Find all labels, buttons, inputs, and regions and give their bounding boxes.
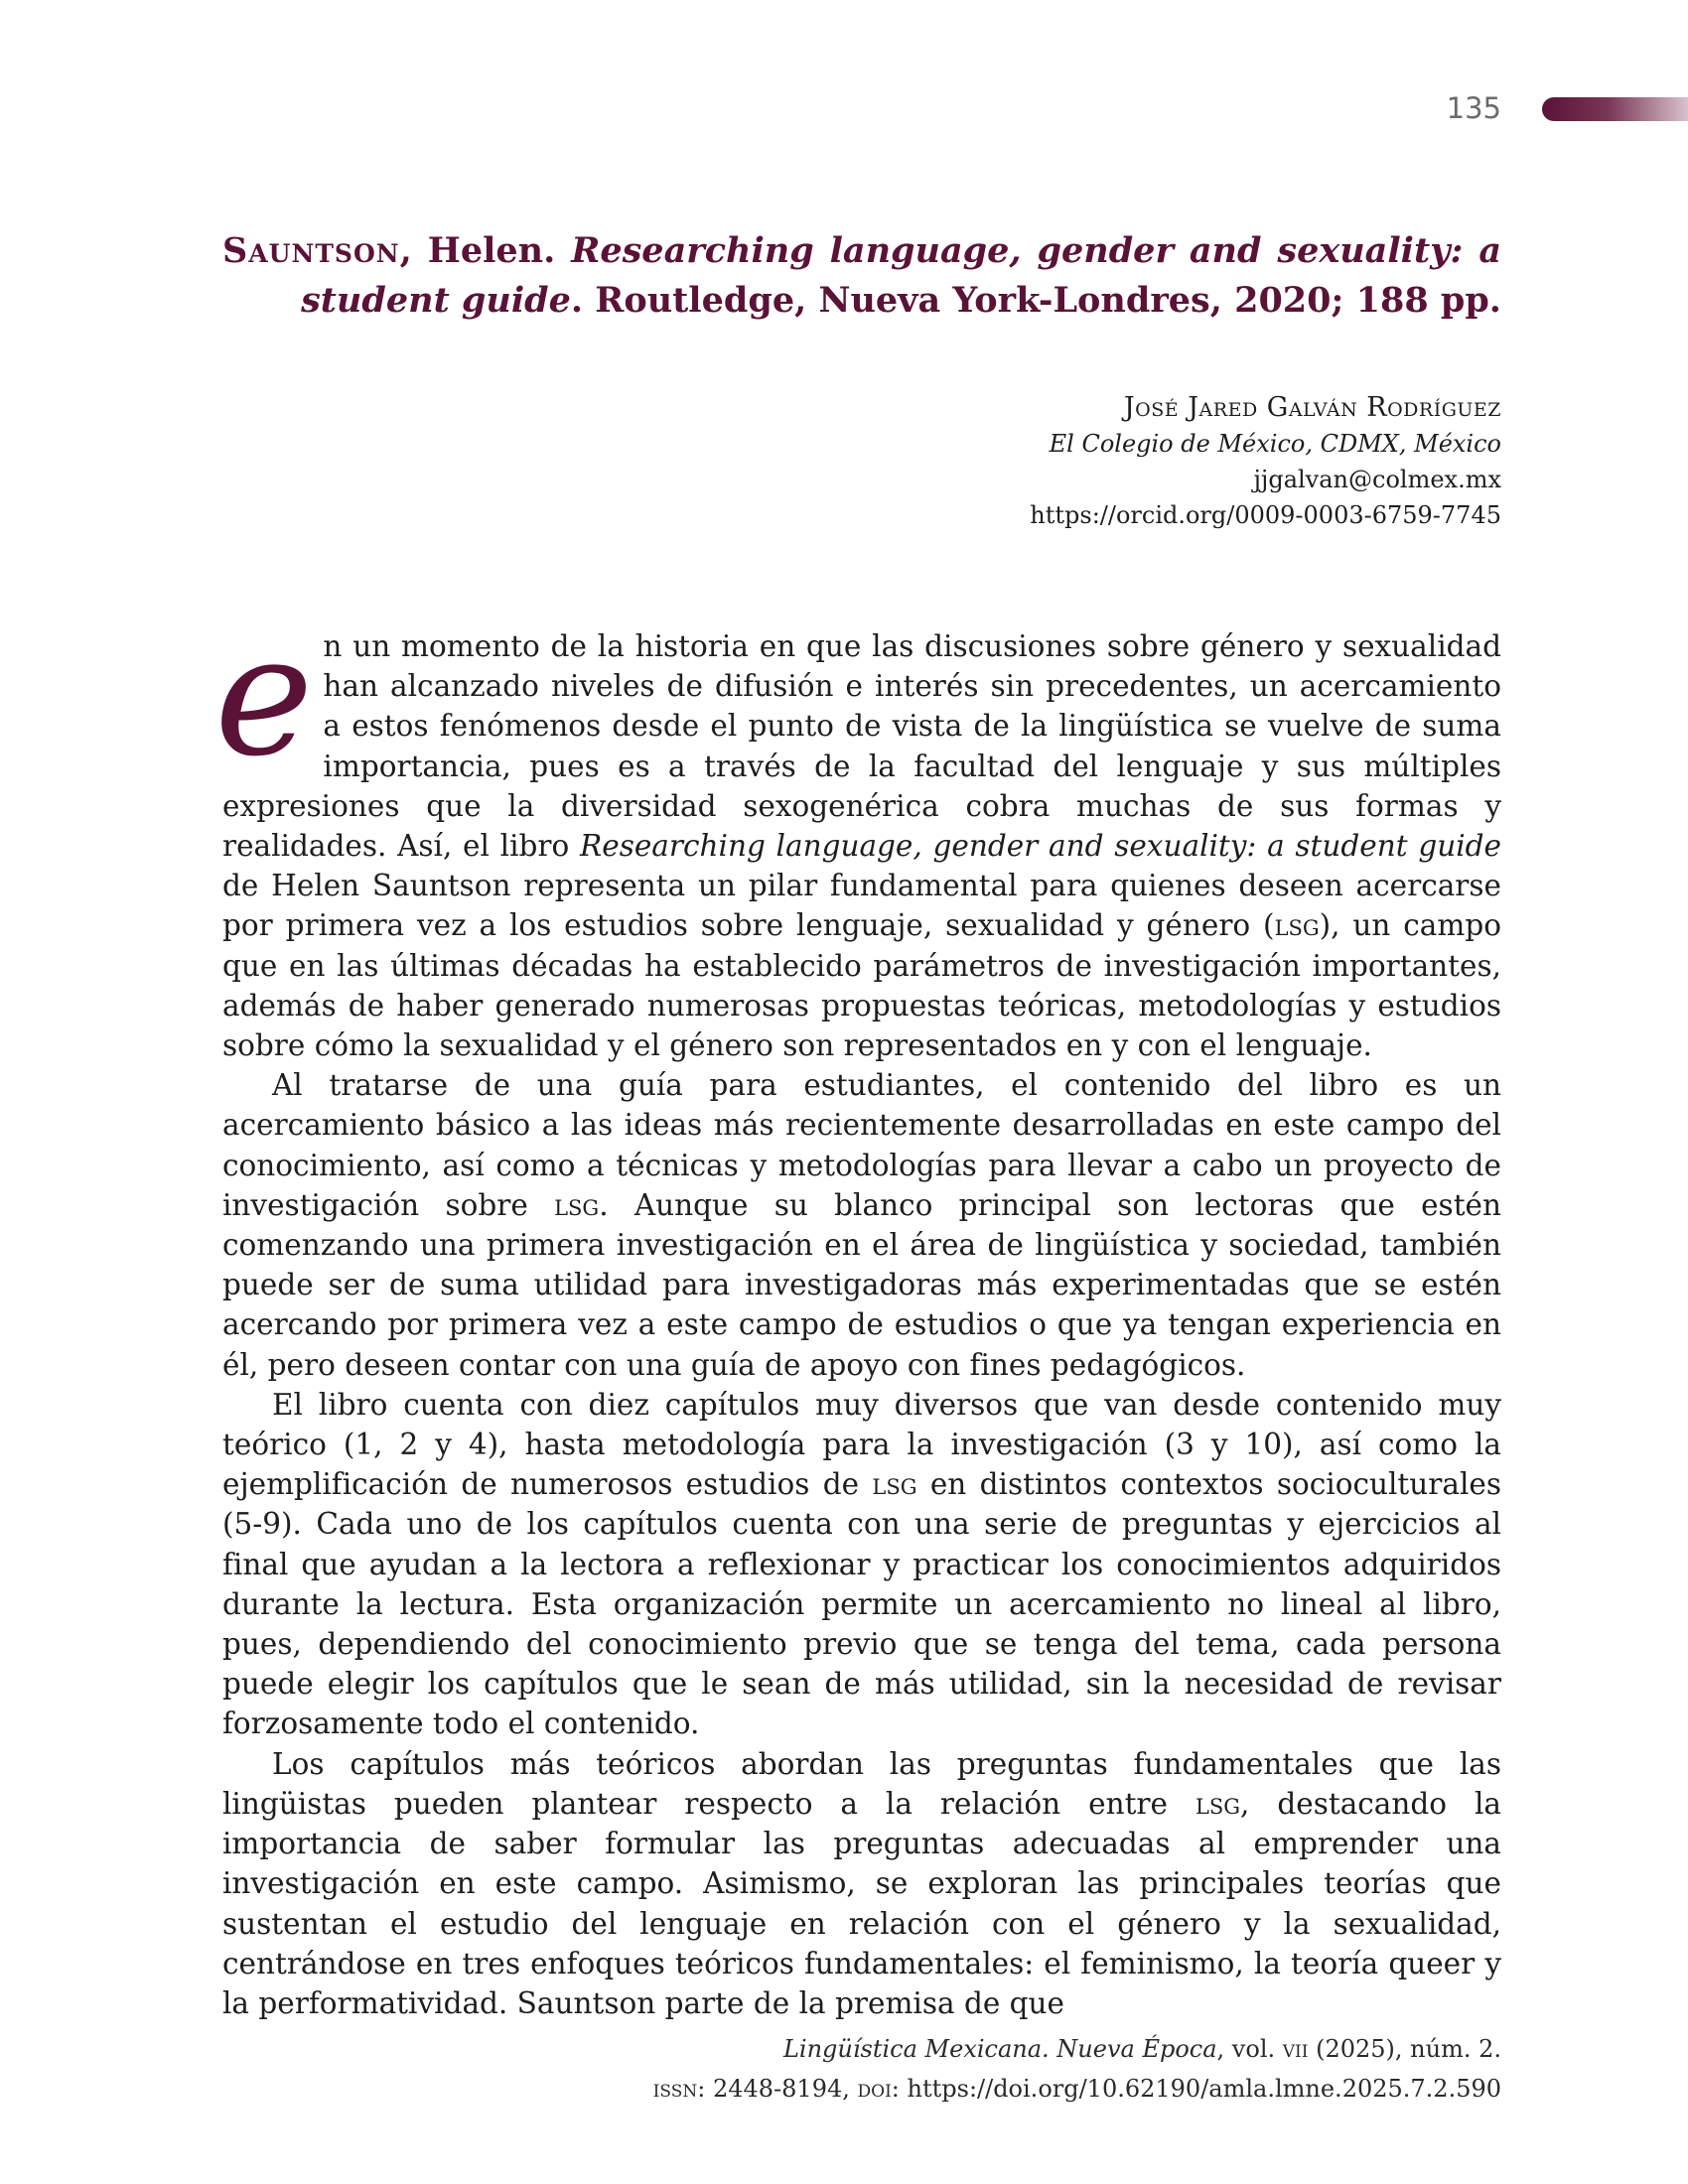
- reviewer-institution: El Colegio de México, CDMX, México: [1049, 430, 1501, 458]
- doi-link[interactable]: : https://doi.org/10.62190/amla.lmne.2025.7.2.590: [891, 2075, 1501, 2103]
- reviewer-block: [1030, 390, 1501, 533]
- journal-footer: [653, 2029, 1501, 2109]
- drop-cap: e: [214, 599, 314, 793]
- page-edge-tab: [1542, 97, 1688, 121]
- page-number: 135: [1446, 91, 1501, 125]
- paragraph-4-text-a: Los capítulos más teóricos abordan las preguntas fundamentales que las lingüistas pueden plantear respecto a la relación entre: [222, 1746, 1501, 1821]
- abbr-lsg: lsg: [1195, 1786, 1241, 1821]
- book-title-inline: Researching language, gender and sexuality: a student guide: [580, 829, 1501, 864]
- abbr-lsg: lsg: [1274, 908, 1320, 943]
- review-body: [214, 599, 1502, 2023]
- paragraph-3: [222, 1385, 1501, 1744]
- paragraph-2-text-b: . Aunque su blanco principal son lectoras que estén comenzando una primera investigación en el área de lingüística y sociedad, también puede ser de suma utilidad para investigadoras más experimentadas que se estén acercando por primera vez a este campo de estudios o que ya tengan experiencia en él, pero deseen contar con una guía de apoyo con fines pedagógicos.: [222, 1187, 1502, 1382]
- paragraph-4-text-b: , destacando la importancia de saber formular las preguntas adecuadas al emprender una investigación en este campo. Asimismo, se exploran las principales teorías que sustentan el estudio del lenguaje en relación con el género y la sexualidad, centrándose en tres enfoques teóricos fundamentales: el feminismo, la teoría queer y la performatividad. Sauntson parte de la premisa de que: [222, 1786, 1501, 2020]
- footer-vol-number: vii: [1282, 2035, 1309, 2063]
- abbr-lsg: lsg: [554, 1187, 600, 1222]
- reviewed-book-publication: . Routledge, Nueva York-Londres, 2020; 188 pp.: [570, 280, 1501, 321]
- reviewed-book-title: Researching language, gender and sexuality: a student guide: [301, 230, 1501, 321]
- footer-vol-prefix: , vol.: [1216, 2035, 1283, 2063]
- paragraph-2: [222, 1065, 1501, 1385]
- reviewer-orcid[interactable]: https://orcid.org/0009-0003-6759-7745: [1030, 501, 1501, 529]
- paragraph-1-text-a: n un momento de la historia en que las discusiones sobre género y sexualidad han alcanzado niveles de difusión e interés sin precedentes, un acercamiento a estos fenómenos desde el punto de vista de la lingüística se vuelve de suma importancia, pues es a través de la facultad del lenguaje y sus múltiples expresiones que la diversidad sexogenérica cobra muchas de sus formas y realidades. Así, el libro: [222, 629, 1501, 864]
- review-heading: [222, 226, 1501, 326]
- doi-label: doi: [857, 2075, 892, 2103]
- paragraph-2-text-a: Al tratarse de una guía para estudiantes, el contenido del libro es un acercamiento básico a las ideas más recientemente desarrolladas en este campo del conocimiento, así como a técnicas y metodologías para llevar a cabo un proyecto de investigación sobre: [222, 1068, 1501, 1222]
- reviewer-email[interactable]: jjgalvan@colmex.mx: [1253, 466, 1501, 493]
- paragraph-3-text-a: El libro cuenta con diez capítulos muy diversos que van desde contenido muy teórico (1, 2 y 4), hasta metodología para la investigación (3 y 10), así como la ejemplificación de numerosos estudios de: [222, 1387, 1501, 1502]
- footer-citation: [653, 2029, 1501, 2069]
- reviewed-author-given: , Helen.: [399, 230, 572, 271]
- paragraph-1: [214, 599, 1501, 1065]
- issn-label: issn: [652, 2075, 698, 2103]
- paragraph-3-text-b: en distintos contextos socioculturales (5-9). Cada uno de los capítulos cuenta con una serie de preguntas y ejercicios al final que ayudan a la lectora a reflexionar y practicar los conocimientos adquiridos durante la lectura. Esta organización permite un acercamiento no lineal al libro, pues, dependiendo del conocimiento previo que se tenga del tema, cada persona puede elegir los capítulos que le sean de más utilidad, sin la necesidad de revisar forzosamente todo el contenido.: [222, 1467, 1501, 1741]
- paragraph-4: [222, 1744, 1501, 2023]
- journal-name: Lingüística Mexicana. Nueva Época: [782, 2035, 1217, 2063]
- reviewer-name: José Jared Galván Rodríguez: [1123, 392, 1501, 423]
- issn-value: : 2448-8194,: [697, 2075, 858, 2103]
- paragraph-1-text-b: de Helen Sauntson representa un pilar fundamental para quienes deseen acercarse por primera vez a los estudios sobre lenguaje, sexualidad y género (: [222, 869, 1501, 943]
- reviewed-author-surname: Sauntson: [222, 230, 400, 271]
- abbr-lsg: lsg: [872, 1467, 917, 1502]
- footer-identifiers: [653, 2069, 1501, 2109]
- paragraph-1-text-c: ), un campo que en las últimas décadas ha establecido parámetros de investigación importantes, además de haber generado numerosas propuestas teóricas, metodologías y estudios sobre cómo la sexualidad y el género son representados en y con el lenguaje.: [222, 908, 1501, 1063]
- footer-vol-suffix: (2025), núm. 2.: [1308, 2035, 1501, 2063]
